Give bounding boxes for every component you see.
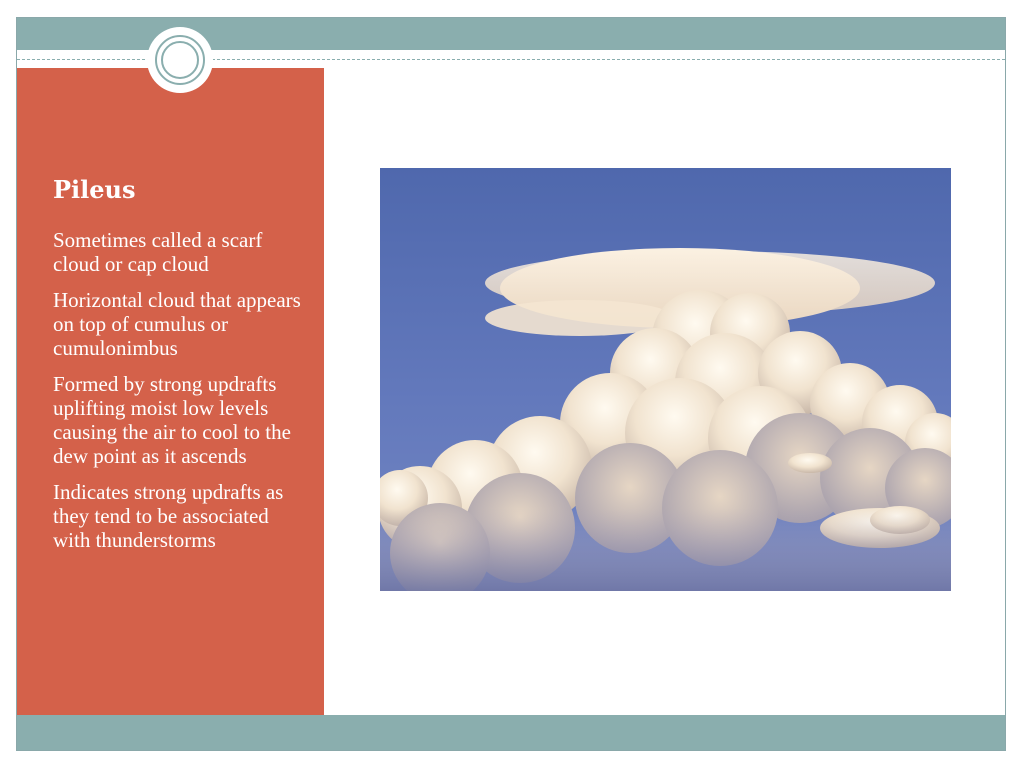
bullet-item: Indicates strong updrafts as they tend to be associated with thunderstorms [53, 480, 284, 552]
bottom-band [17, 715, 1005, 750]
pileus-cloud-photo [380, 168, 951, 591]
bullet-item: Formed by strong updrafts uplifting moist low levels causing the air to cool to the dew point as it ascends [53, 372, 291, 468]
slide-title: Pileus [53, 175, 136, 204]
bullet-item: Horizontal cloud that appears on top of cumulus or cumulonimbus [53, 288, 301, 360]
ornament-inner-ring [161, 41, 199, 79]
ornament-outer-ring [155, 35, 205, 85]
circle-ornament-icon [147, 27, 213, 93]
bullet-list [53, 228, 303, 564]
bullet-item: Sometimes called a scarf cloud or cap cloud [53, 228, 263, 276]
